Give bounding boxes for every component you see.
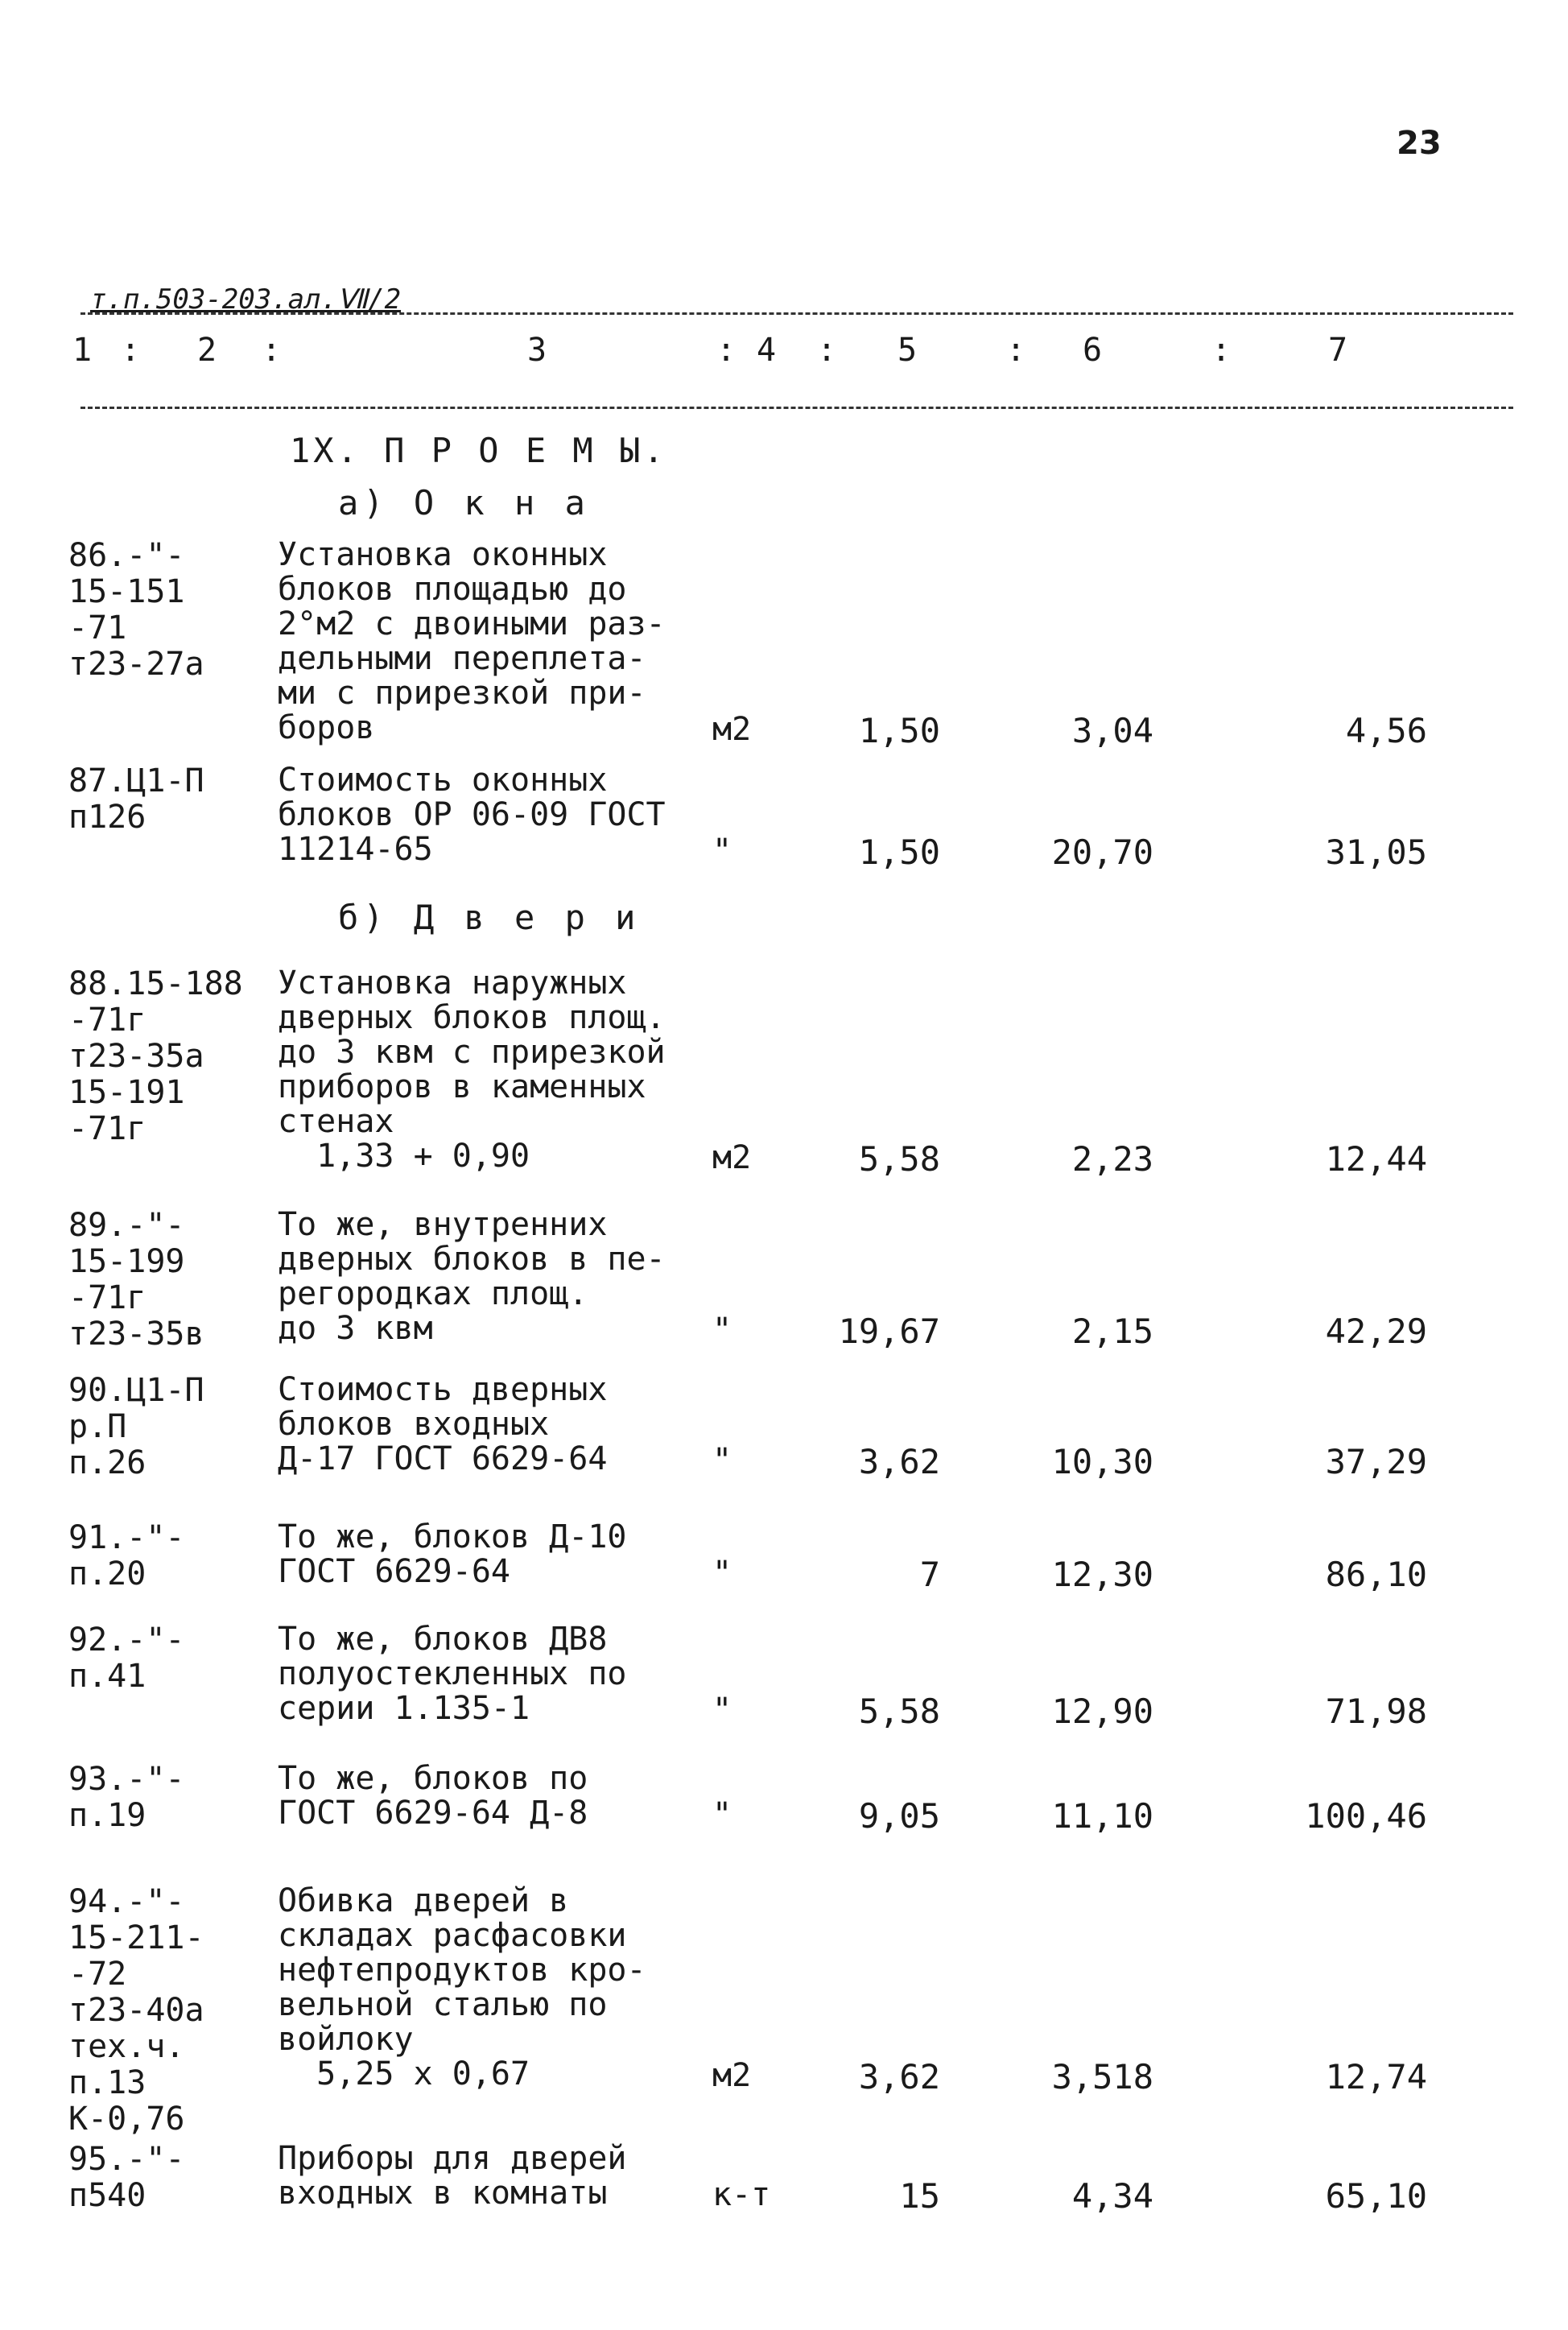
item-code	[68, 2142, 274, 2214]
item-code-line: п540	[68, 2177, 146, 2214]
item-description	[278, 1884, 728, 2092]
item-description	[278, 1373, 728, 1477]
page-number: 23	[1397, 125, 1442, 162]
item-description	[278, 1520, 728, 1589]
item-code-line: -71	[68, 609, 127, 647]
item-description-line: 11214-65	[278, 831, 433, 868]
item-code-line: тех.ч.	[68, 2028, 185, 2065]
item-code-line: п.13	[68, 2064, 146, 2101]
quantity-cell: 15	[899, 2176, 940, 2216]
unit-price-cell: 11,10	[1051, 1796, 1153, 1836]
item-code	[68, 763, 274, 836]
item-description-line: регородках площ.	[278, 1275, 588, 1312]
item-code-line: -71г	[68, 1279, 146, 1316]
item-code-line: т23-35в	[68, 1316, 204, 1353]
item-code-line: -72	[68, 1956, 127, 1993]
unit-cell: "	[712, 1312, 732, 1349]
item-description	[278, 1208, 728, 1346]
unit-cell: "	[712, 1555, 732, 1592]
item-description-line: вельной сталью по	[278, 1986, 608, 2023]
column-header-1: 1	[72, 332, 93, 369]
column-separator: :	[817, 332, 837, 369]
item-description-line: ГОСТ 6629-64 Д-8	[278, 1795, 588, 1832]
item-code-line: К-0,76	[68, 2101, 185, 2138]
item-code	[68, 1208, 274, 1353]
quantity-cell: 19,67	[838, 1312, 940, 1351]
quantity-cell: 9,05	[858, 1796, 940, 1836]
item-description-line: дверных блоков в пе-	[278, 1241, 666, 1278]
item-code-line: п.20	[68, 1555, 146, 1593]
total-cost-cell: 12,44	[1325, 1139, 1427, 1179]
section-title: 1X. П Р О Е М Ы.	[290, 431, 667, 470]
unit-price-cell: 4,34	[1071, 2176, 1153, 2216]
column-separator: :	[1211, 332, 1232, 369]
item-code-line: п.41	[68, 1658, 146, 1695]
item-description-line: входных в комнаты	[278, 2175, 608, 2212]
total-cost-cell: 12,74	[1325, 2057, 1427, 2097]
item-description-line: Приборы для дверей	[278, 2140, 627, 2177]
item-description-line: ГОСТ 6629-64	[278, 1553, 510, 1590]
item-description-line: Стоимость дверных	[278, 1371, 608, 1408]
quantity-cell: 5,58	[858, 1139, 940, 1179]
item-description-line: 5,25 х 0,67	[278, 2055, 530, 2092]
unit-cell: "	[712, 832, 732, 870]
item-description-line: блоков площадью до	[278, 571, 627, 608]
item-description	[278, 966, 728, 1174]
item-description-line: Установка наружных	[278, 965, 627, 1002]
item-code	[68, 1762, 274, 1834]
subsection-doors: б) Д в е р и	[338, 898, 641, 937]
item-description-line: ми с прирезкой при-	[278, 675, 646, 712]
unit-cell: "	[712, 1796, 732, 1833]
item-code-line: 15-191	[68, 1074, 185, 1111]
item-description-line: Стоимость оконных	[278, 762, 608, 799]
unit-cell: "	[712, 1692, 732, 1729]
item-description-line: войлоку	[278, 2021, 414, 2058]
item-description-line: 2°м2 с двоиными раз-	[278, 605, 666, 642]
item-code-line: 89.-"-	[68, 1207, 185, 1244]
unit-price-cell: 12,90	[1051, 1692, 1153, 1731]
item-code-line: 15-199	[68, 1243, 185, 1280]
unit-cell: м2	[712, 711, 752, 748]
column-header-7: 7	[1328, 332, 1348, 369]
item-code-line: -71г	[68, 1110, 146, 1147]
quantity-cell: 7	[919, 1555, 940, 1594]
item-description-line: То же, блоков Д-10	[278, 1518, 627, 1555]
quantity-cell: 3,62	[858, 1442, 940, 1481]
item-description-line: дверных блоков площ.	[278, 999, 666, 1036]
item-code-line: 15-211-	[68, 1919, 204, 1956]
item-code-line: т23-35а	[68, 1038, 204, 1075]
total-cost-cell: 86,10	[1325, 1555, 1427, 1594]
item-description	[278, 763, 728, 867]
column-separator: :	[262, 332, 282, 369]
item-description-line: до 3 квм с прирезкой	[278, 1034, 666, 1071]
item-description-line: серии 1.135-1	[278, 1690, 530, 1727]
unit-price-cell: 2,23	[1071, 1139, 1153, 1179]
item-code-line: -71г	[68, 1002, 146, 1039]
item-description-line: блоков входных	[278, 1406, 550, 1443]
item-code	[68, 1373, 274, 1481]
item-description-line: полуостекленных по	[278, 1655, 627, 1692]
item-description-line: То же, блоков по	[278, 1760, 588, 1797]
quantity-cell: 1,50	[858, 832, 940, 872]
item-description-line: нефтепродуктов кро-	[278, 1952, 646, 1989]
item-description	[278, 2142, 728, 2211]
item-code-line: 92.-"-	[68, 1621, 185, 1659]
document-reference: т.п.503-203.ал.Ⅶ/2	[90, 283, 402, 316]
item-description	[278, 1622, 728, 1726]
unit-cell: к-т	[712, 2176, 771, 2213]
item-description-line: То же, внутренних	[278, 1206, 608, 1243]
item-description-line: Д-17 ГОСТ 6629-64	[278, 1440, 608, 1477]
column-separator: :	[121, 332, 141, 369]
item-code-line: 86.-"-	[68, 537, 185, 574]
total-cost-cell: 65,10	[1325, 2176, 1427, 2216]
unit-cell: "	[712, 1442, 732, 1479]
item-description-line: То же, блоков ДВ8	[278, 1621, 608, 1658]
unit-cell: м2	[712, 1139, 752, 1176]
item-code-line: 88.15-188	[68, 965, 243, 1002]
item-code-line: т23-40а	[68, 1992, 204, 2029]
header-top-rule	[80, 312, 1513, 315]
item-code-line: р.П	[68, 1408, 127, 1445]
header-bottom-rule	[80, 407, 1513, 409]
column-header-4: 4	[757, 332, 777, 369]
total-cost-cell: 100,46	[1305, 1796, 1427, 1836]
item-description-line: складах расфасовки	[278, 1917, 627, 1954]
item-code	[68, 1622, 274, 1695]
item-code-line: 93.-"-	[68, 1761, 185, 1798]
item-code	[68, 1884, 274, 2138]
item-code-line: 94.-"-	[68, 1883, 185, 1920]
total-cost-cell: 4,56	[1345, 711, 1427, 750]
item-code-line: 90.Ц1-П	[68, 1372, 204, 1409]
unit-cell: м2	[712, 2057, 752, 2094]
item-code	[68, 966, 274, 1147]
unit-price-cell: 3,518	[1051, 2057, 1153, 2097]
total-cost-cell: 31,05	[1325, 832, 1427, 872]
item-code-line: 87.Ц1-П	[68, 762, 204, 799]
item-code-line: 95.-"-	[68, 2141, 185, 2178]
item-description-line: приборов в каменных	[278, 1068, 646, 1105]
unit-price-cell: 3,04	[1071, 711, 1153, 750]
subsection-windows: а) О к н а	[338, 483, 590, 523]
item-code	[68, 538, 274, 683]
item-description	[278, 1762, 728, 1831]
column-header-3: 3	[527, 332, 547, 369]
quantity-cell: 3,62	[858, 2057, 940, 2097]
item-description-line: до 3 квм	[278, 1310, 433, 1347]
quantity-cell: 1,50	[858, 711, 940, 750]
total-cost-cell: 71,98	[1325, 1692, 1427, 1731]
unit-price-cell: 10,30	[1051, 1442, 1153, 1481]
item-code-line: п.26	[68, 1444, 146, 1481]
unit-price-cell: 20,70	[1051, 832, 1153, 872]
item-description-line: Обивка дверей в	[278, 1882, 569, 1919]
column-separator: :	[1006, 332, 1026, 369]
unit-price-cell: 2,15	[1071, 1312, 1153, 1351]
item-description-line: стенах	[278, 1103, 394, 1140]
item-code-line: т23-27а	[68, 646, 204, 683]
item-code-line: 91.-"-	[68, 1519, 185, 1556]
item-description-line: 1,33 + 0,90	[278, 1138, 530, 1175]
item-code-line: п126	[68, 799, 146, 836]
item-code	[68, 1520, 274, 1593]
column-header-5: 5	[897, 332, 918, 369]
item-description	[278, 538, 728, 746]
item-description-line: дельными переплета-	[278, 640, 646, 677]
item-description-line: блоков ОР 06-09 ГОСТ	[278, 796, 666, 833]
total-cost-cell: 37,29	[1325, 1442, 1427, 1481]
item-description-line: боров	[278, 709, 375, 746]
quantity-cell: 5,58	[858, 1692, 940, 1731]
column-header-2: 2	[197, 332, 217, 369]
item-code-line: п.19	[68, 1797, 146, 1834]
column-separator: :	[716, 332, 737, 369]
item-code-line: 15-151	[68, 573, 185, 610]
total-cost-cell: 42,29	[1325, 1312, 1427, 1351]
item-description-line: Установка оконных	[278, 536, 608, 573]
unit-price-cell: 12,30	[1051, 1555, 1153, 1594]
column-header-6: 6	[1083, 332, 1103, 369]
